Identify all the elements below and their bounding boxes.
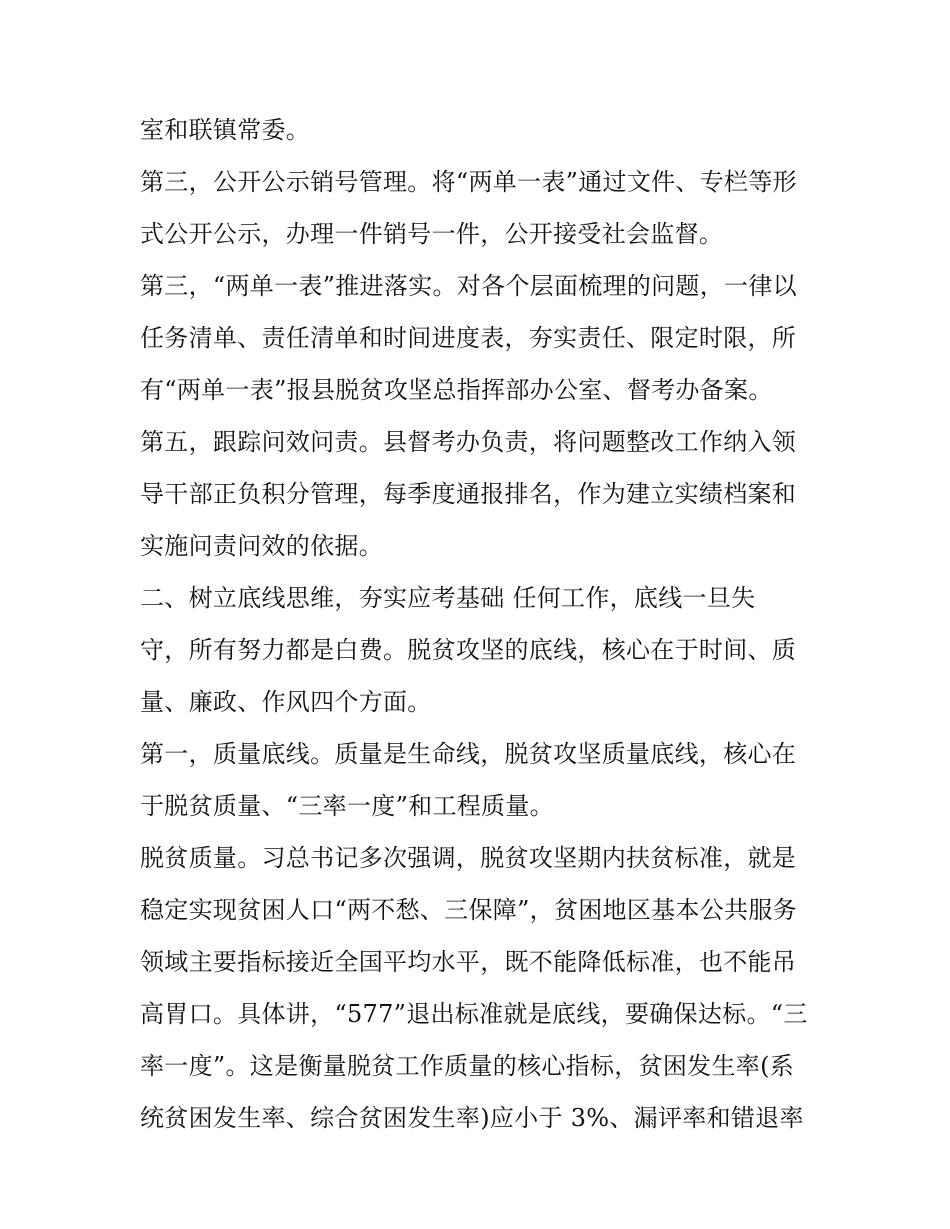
text-line: 导干部正负积分管理，每季度通报排名，作为建立实绩档案和	[140, 480, 797, 508]
text-line: 式公开公示，办理一件销号一件，公开接受社会监督。	[140, 220, 724, 248]
text-line: 第五，跟踪问效问责。县督考办负责，将问题整改工作纳入领	[140, 428, 797, 456]
text-line: 室和联镇常委。	[140, 116, 311, 144]
text-line: 高胃口。具体讲，“577”退出标准就是底线，要确保达标。“三	[140, 1000, 808, 1028]
text-line: 率一度”。这是衡量脱贫工作质量的核心指标，贫困发生率(系	[140, 1052, 795, 1080]
text-line: 稳定实现贫困人口“两不愁、三保障”，贫困地区基本公共服务	[140, 896, 797, 924]
text-line: 有“两单一表”报县脱贫攻坚总指挥部办公室、督考办备案。	[140, 376, 773, 404]
text-line: 统贫困发生率、综合贫困发生率)应小于 3%、漏评率和错退率	[140, 1104, 804, 1132]
text-line: 二、树立底线思维，夯实应考基础 任何工作，底线一旦失	[140, 584, 756, 612]
text-line: 守，所有努力都是白费。脱贫攻坚的底线，核心在于时间、质	[140, 636, 797, 664]
text-line: 于脱贫质量、“三率一度”和工程质量。	[140, 792, 554, 820]
text-line: 实施问责问效的依据。	[140, 532, 383, 560]
text-line: 领域主要指标接近全国平均水平，既不能降低标准，也不能吊	[140, 948, 797, 976]
text-line: 第一，质量底线。质量是生命线，脱贫攻坚质量底线，核心在	[140, 740, 797, 768]
text-line: 量、廉政、作风四个方面。	[140, 688, 432, 716]
text-line: 第三，“两单一表”推进落实。对各个层面梳理的问题，一律以	[140, 272, 797, 300]
text-line: 任务清单、责任清单和时间进度表，夯实责任、限定时限，所	[140, 324, 797, 352]
text-line: 脱贫质量。习总书记多次强调，脱贫攻坚期内扶贫标准，就是	[140, 844, 797, 872]
text-line: 第三，公开公示销号管理。将“两单一表”通过文件、专栏等形	[140, 168, 797, 196]
